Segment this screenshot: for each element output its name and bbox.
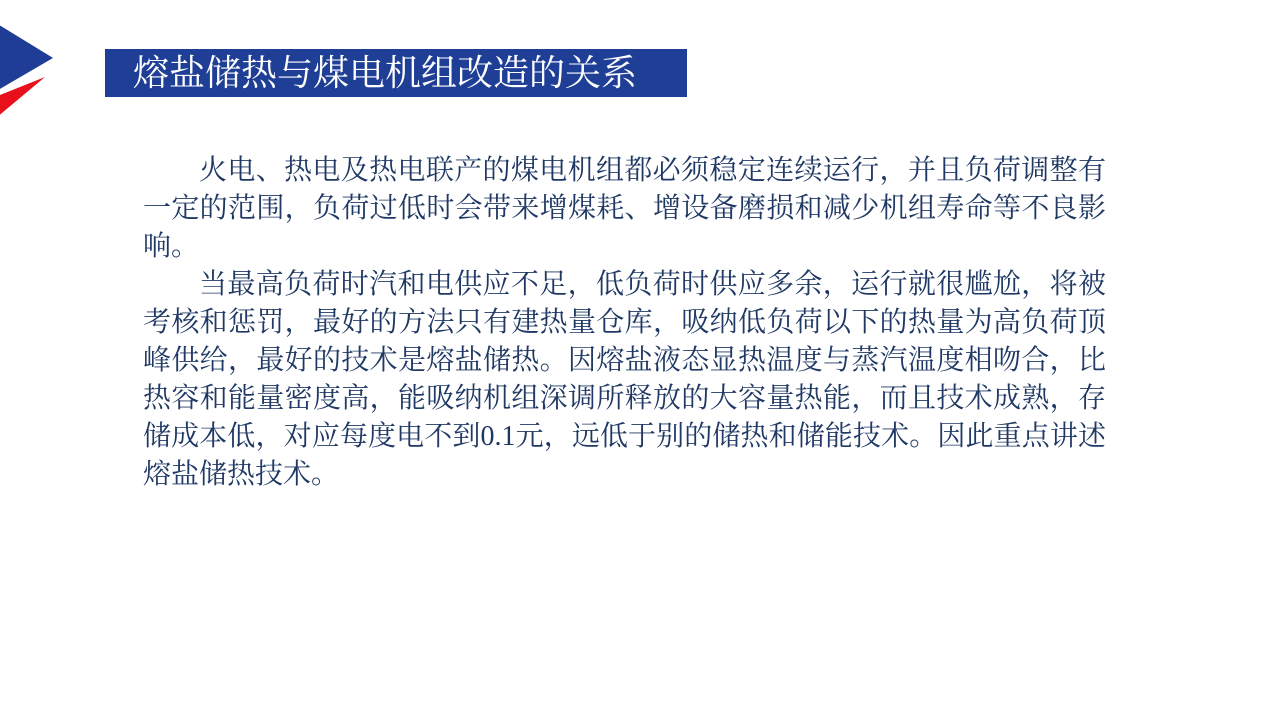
slide-title: 熔盐储热与煤电机组改造的关系 [133,53,638,93]
paragraph-2: 当最高负荷时汽和电供应不足，低负荷时供应多余，运行就很尴尬，将被考核和惩罚，最好的方法只有建热量仓库，吸纳低负荷以下的热量为高负荷顶峰供给，最好的技术是熔盐储热。因熔盐液态显热温度与蒸汽温度相吻合，比热容和能量密度高，能吸纳机组深调所释放的大容量热能，而且技术成熟，存储成本低，对应每度电不到0.1元，远低于别的储热和储能技术。因此重点讲述熔盐储热技术。 [143,269,1106,490]
body-text-block [143,152,1106,494]
paragraph-1: 火电、热电及热电联产的煤电机组都必须稳定连续运行，并且负荷调整有一定的范围，负荷过低时会带来增煤耗、增设备磨损和减少机组寿命等不良影响。 [143,155,1106,262]
corner-arrow-decoration [0,0,120,130]
title-bar [105,49,687,97]
